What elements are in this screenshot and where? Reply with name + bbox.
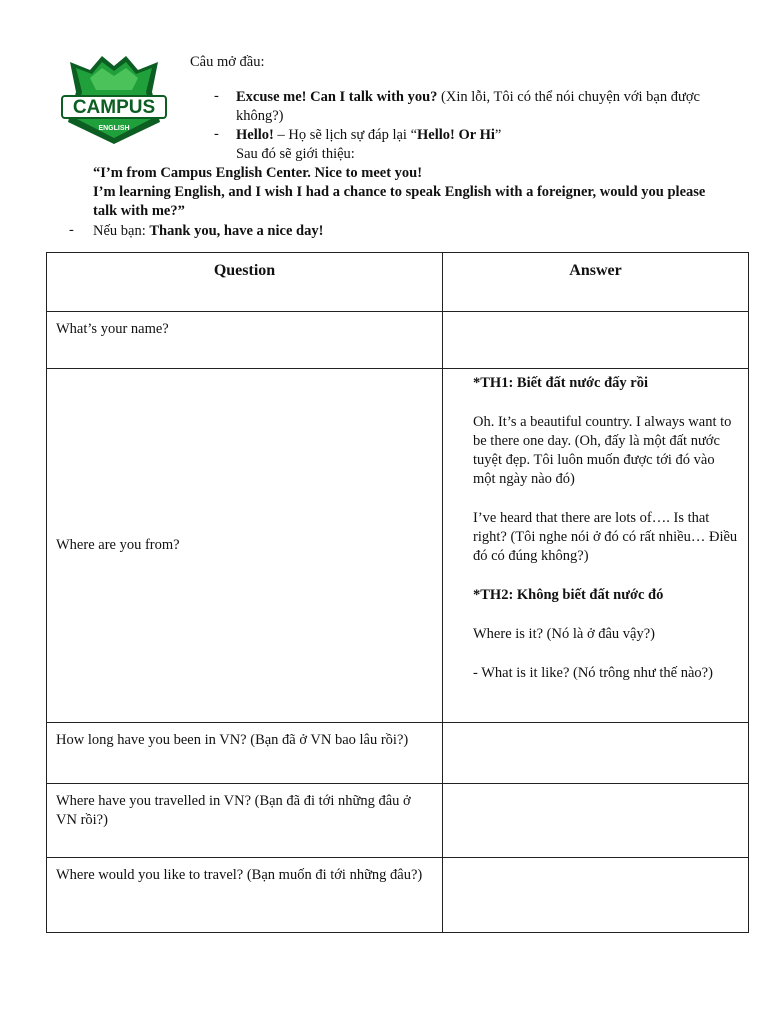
- intro-line1: [236, 88, 700, 107]
- question-cell: Where would you like to travel? (Bạn muốn đi tới những đâu?): [47, 858, 443, 933]
- answer-cell: [443, 784, 749, 858]
- answer-text: I’ve heard that there are lots of…. Is that right? (Tôi nghe nói ở đó có rất nhiều… Điều đó có đúng không?): [473, 510, 738, 564]
- intro-line1-rest: (Xin lỗi, Tôi có thể nói chuyện với bạn được: [437, 89, 700, 105]
- table-header-row: [47, 253, 749, 312]
- answer-cell: [443, 858, 749, 933]
- header-answer: Answer: [443, 253, 749, 312]
- table-row: [47, 784, 749, 858]
- intro-line1-bold: Excuse me! Can I talk with you?: [236, 89, 438, 105]
- answer-cell: [443, 312, 749, 369]
- question-cell: Where have you travelled in VN? (Bạn đã đi tới những đâu ở VN rồi?): [47, 784, 443, 858]
- intro-line4-pre: Nếu bạn:: [93, 223, 150, 239]
- case-1-heading: *TH1: Biết đất nước đấy rồi: [473, 375, 649, 391]
- answer-text: - What is it like? (Nó trông như thế nào?): [473, 665, 713, 681]
- intro-line4-bold: Thank you, have a nice day!: [149, 223, 324, 239]
- table-row: [47, 312, 749, 369]
- intro-line3: Sau đó sẽ giới thiệu:: [236, 146, 355, 162]
- question-cell: Where are you from?: [47, 369, 443, 723]
- case-2-heading: *TH2: Không biết đất nước đó: [473, 587, 664, 603]
- intro-line2-bold2: Hello! Or Hi: [417, 127, 495, 143]
- question-cell: What’s your name?: [47, 312, 443, 369]
- intro-line2-mid: – Họ sẽ lịch sự đáp lại “: [273, 127, 418, 143]
- answer-text: Where is it? (Nó là ở đâu vậy?): [473, 626, 655, 642]
- intro-line4: [93, 222, 323, 241]
- campus-english-logo: [60, 52, 168, 146]
- intro-title: Câu mở đầu:: [190, 54, 265, 70]
- bullet-dash: -: [214, 88, 219, 104]
- intro-line2-bold1: Hello!: [236, 127, 274, 143]
- table-row: [47, 369, 749, 723]
- table-row: [47, 723, 749, 784]
- question-answer-table: [46, 252, 749, 933]
- intro-line2: [236, 126, 501, 145]
- table-row: [47, 858, 749, 933]
- bullet-dash: -: [69, 222, 74, 238]
- intro-line2-end: ”: [494, 127, 502, 143]
- question-cell: How long have you been in VN? (Bạn đã ở VN bao lâu rồi?): [47, 723, 443, 784]
- intro-quote1: “I’m from Campus English Center. Nice to meet you!: [93, 165, 423, 181]
- intro-line1-cont: không?): [236, 108, 284, 124]
- answer-cell: [443, 369, 749, 723]
- crown-shield-icon: [60, 52, 168, 146]
- logo-subtext: ENGLISH: [98, 125, 130, 132]
- header-question: Question: [47, 253, 443, 312]
- logo-text: CAMPUS: [72, 97, 156, 118]
- bullet-dash: -: [214, 126, 219, 142]
- answer-text: Oh. It’s a beautiful country. I always want to be there one day. (Oh, đấy là một đất nước tuyệt đẹp. Tôi luôn muốn được tới đó vào một ngày nào đó): [473, 414, 732, 487]
- answer-cell: [443, 723, 749, 784]
- intro-quote3: talk with me?”: [93, 203, 185, 219]
- intro-quote2: I’m learning English, and I wish I had a chance to speak English with a foreigner, would you please: [93, 184, 706, 200]
